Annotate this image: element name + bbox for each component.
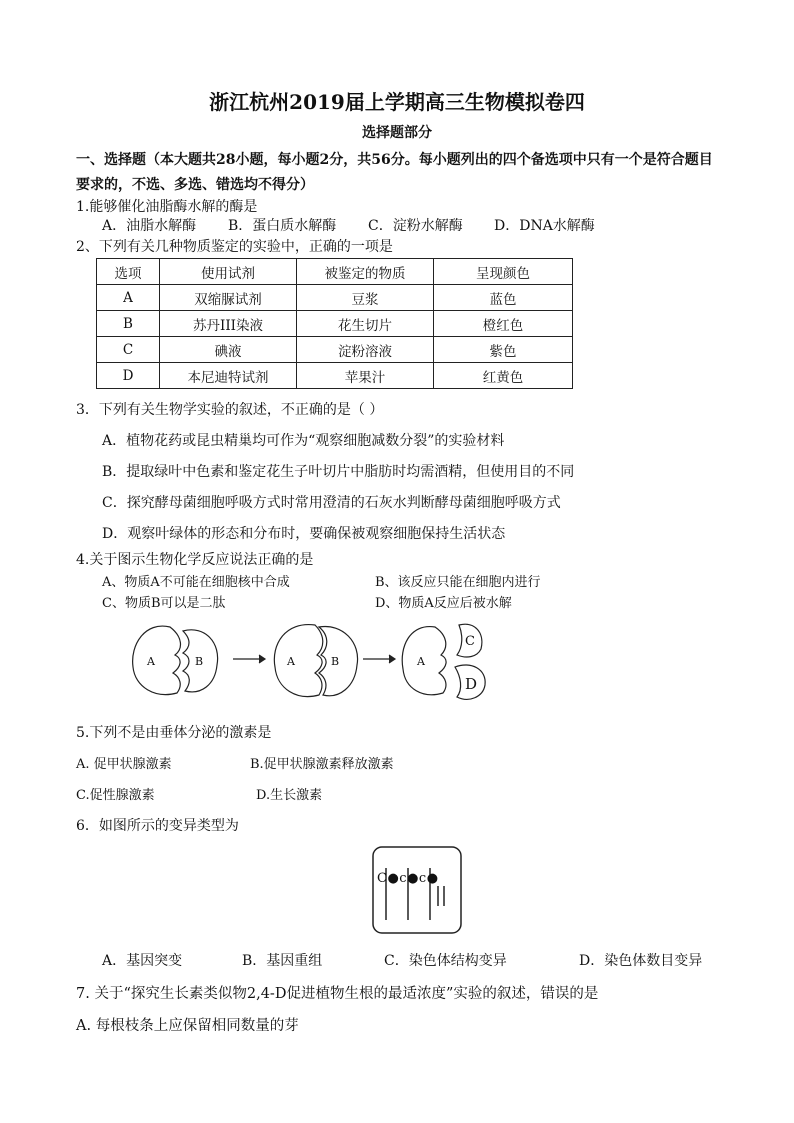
table-header-cell: 呈现颜色 xyxy=(434,259,573,285)
label-a: A xyxy=(147,655,155,668)
table-cell: C xyxy=(97,337,160,363)
q4-option-a: A、物质A不可能在细胞核中合成 xyxy=(102,575,290,590)
q6-option-d: D．染色体数目变异 xyxy=(579,953,703,969)
table-cell: 橙红色 xyxy=(434,311,573,337)
table-row xyxy=(97,337,573,363)
q1-stem: 1.能够催化油脂酶水解的酶是 xyxy=(76,199,258,215)
table-cell: 本尼迪特试剂 xyxy=(160,363,297,389)
table-row xyxy=(97,311,573,337)
label-a: A xyxy=(417,655,425,668)
q5-stem: 5.下列不是由垂体分泌的激素是 xyxy=(76,725,272,741)
q1-option-b: B．蛋白质水解酶 xyxy=(228,218,337,234)
q6-chromosome-figure xyxy=(372,846,462,934)
q1-option-d: D．DNA水解酶 xyxy=(494,218,595,234)
q4-option-c: C、物质B可以是二肽 xyxy=(102,596,226,611)
table-cell: 红黄色 xyxy=(434,363,573,389)
q6-option-a: A．基因突变 xyxy=(102,953,183,969)
table-cell: 淀粉溶液 xyxy=(297,337,434,363)
q3-option-c: C．探究酵母菌细胞呼吸方式时常用澄清的石灰水判断酵母菌细胞呼吸方式 xyxy=(102,495,561,511)
molecule-a-shape xyxy=(133,626,181,694)
q3-option-a: A．植物花药或昆虫精巢均可作为“观察细胞减数分裂”的实验材料 xyxy=(102,433,505,449)
section-subtitle: 选择题部分 xyxy=(362,125,432,141)
q2-stem: 2、下列有关几种物质鉴定的实验中，正确的一项是 xyxy=(76,239,393,255)
q7-option-a: A. 每根枝条上应保留相同数量的芽 xyxy=(76,1018,299,1034)
q2-table xyxy=(96,258,573,389)
table-cell: B xyxy=(97,311,160,337)
q3-option-b: B．提取绿叶中色素和鉴定花生子叶切片中脂肪时均需酒精，但使用目的不同 xyxy=(102,464,575,480)
section-instruction-line1: 一、选择题（本大题共28小题，每小题2分，共56分。每小题列出的四个备选项中只有一个是符合题目 xyxy=(76,152,713,168)
table-cell: 豆浆 xyxy=(297,285,434,311)
table-header-row xyxy=(97,259,573,285)
label-d: D xyxy=(465,675,478,693)
page-title: 浙江杭州2019届上学期高三生物模拟卷四 xyxy=(209,90,585,114)
table-cell: 双缩脲试剂 xyxy=(160,285,297,311)
table-cell: 花生切片 xyxy=(297,311,434,337)
label-c: C xyxy=(465,634,475,649)
section-instruction-line2: 要求的，不选、多选、错选均不得分） xyxy=(76,177,314,193)
q7-stem: 7. 关于“探究生长素类似物2,4-D促进植物生根的最适浓度”实验的叙述，错误的是 xyxy=(76,986,599,1002)
q6-option-b: B．基因重组 xyxy=(242,953,323,969)
table-cell: 紫色 xyxy=(434,337,573,363)
q4-stem: 4.关于图示生物化学反应说法正确的是 xyxy=(76,552,314,568)
table-row xyxy=(97,363,573,389)
q5-option-c: C.促性腺激素 xyxy=(76,788,155,803)
table-cell: 苏丹III染液 xyxy=(160,311,297,337)
complex-a-shape xyxy=(274,625,322,697)
table-header-cell: 使用试剂 xyxy=(160,259,297,285)
table-header-cell: 选项 xyxy=(97,259,160,285)
table-row xyxy=(97,285,573,311)
label-b: B xyxy=(331,655,340,668)
table-cell: 碘液 xyxy=(160,337,297,363)
table-cell: 苹果汁 xyxy=(297,363,434,389)
q5-option-b: B.促甲状腺激素释放激素 xyxy=(250,757,394,772)
q6-stem: 6．如图所示的变异类型为 xyxy=(76,818,239,834)
q3-option-d: D．观察叶绿体的形态和分布时，要确保被观察细胞保持生活状态 xyxy=(102,526,506,542)
q5-option-d: D.生长激素 xyxy=(256,788,323,803)
q1-option-a: A．油脂水解酶 xyxy=(102,218,197,234)
q4-reaction-diagram xyxy=(125,615,495,705)
table-cell: A xyxy=(97,285,160,311)
table-header-cell: 被鉴定的物质 xyxy=(297,259,434,285)
q6-option-c: C．染色体结构变异 xyxy=(384,953,507,969)
q6-gene-labels: C●c●c● xyxy=(377,871,439,886)
label-a: A xyxy=(287,655,295,668)
q4-option-b: B、该反应只能在细胞内进行 xyxy=(375,575,541,590)
q4-option-d: D、物质A反应后被水解 xyxy=(375,596,512,611)
table-cell: 蓝色 xyxy=(434,285,573,311)
label-b: B xyxy=(195,655,204,668)
table-cell: D xyxy=(97,363,160,389)
q5-option-a: A. 促甲状腺激素 xyxy=(76,757,172,772)
q1-option-c: C．淀粉水解酶 xyxy=(368,218,463,234)
q3-stem: 3．下列有关生物学实验的叙述，不正确的是（ ） xyxy=(76,402,384,418)
